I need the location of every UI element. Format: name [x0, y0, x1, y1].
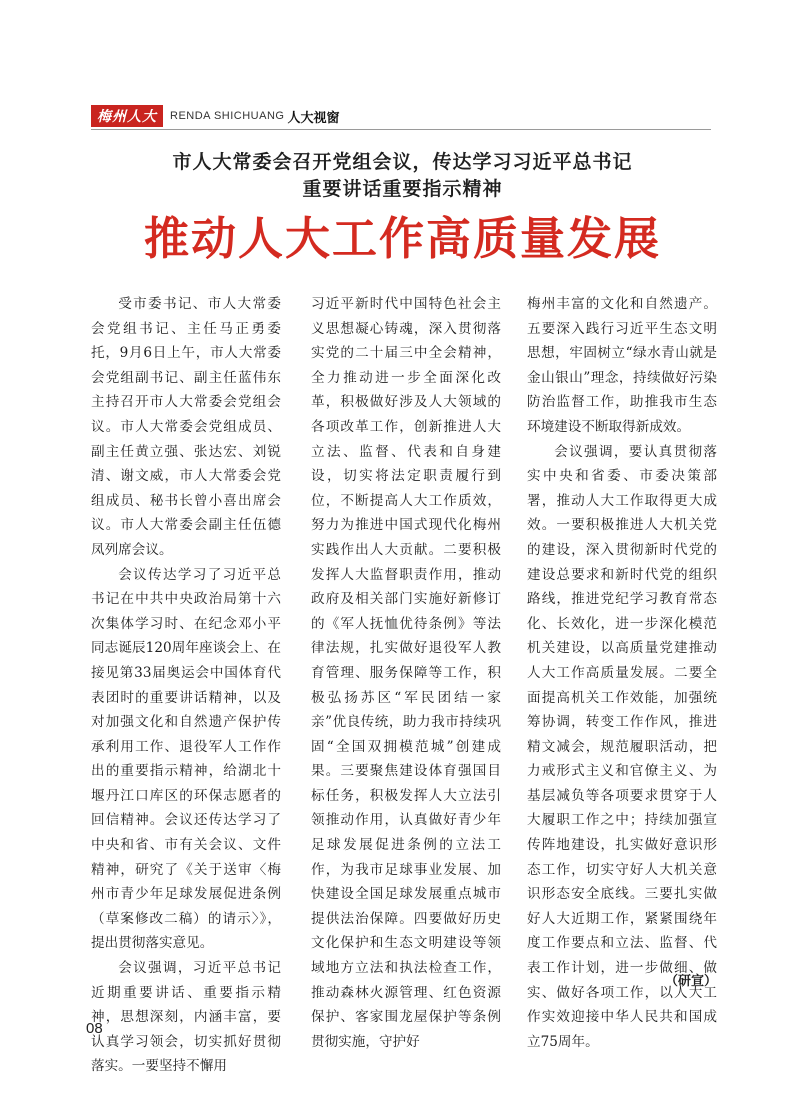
text-column-2: [311, 292, 501, 1054]
header-divider: [91, 129, 711, 130]
column-name: 人大视窗: [287, 110, 340, 126]
subtitle-line-1: 市人大常委会召开党组会议，传达学习习近平总书记: [172, 151, 633, 173]
paragraph: 会议强调，习近平总书记近期重要讲话、重要指示精神，思想深刻，内涵丰富，要认真学习领会，切实抓好贯彻落实。一要坚持不懈用: [91, 960, 281, 1075]
brand-logo: 梅州人大: [91, 105, 163, 127]
paragraph: 受市委书记、市人大常委会党组书记、主任马正勇委托，9月6日上午，市人大常委会党组副书记、副主任蓝伟东主持召开市人大常委会党组会议。市人大常委会党组成员、副主任黄立强、张达宏、刘锐清、谢文威，市人大常委会党组成员、秘书长曾小喜出席会议。市人大常委会副主任伍德凤列席会议。: [91, 296, 281, 558]
brand-english: RENDA SHICHUANG: [170, 110, 285, 122]
text-column-3: [527, 292, 717, 1054]
column-header: [91, 104, 339, 128]
subtitle-line-2: 重要讲话重要指示精神: [302, 178, 503, 200]
article-title: 推动人大工作高质量发展: [143, 212, 661, 265]
author-signature: （研宣）: [664, 974, 717, 989]
text-column-1: [91, 292, 281, 1079]
page-number: 08: [86, 1020, 103, 1037]
paragraph: 会议传达学习了习近平总书记在中共中央政治局第十六次集体学习时、在纪念邓小平同志诞辰120周年座谈会上、在接见第33届奥运会中国体育代表团时的重要讲话精神，以及对加强文化和自然遗产保护传承利用工作、退役军人工作作出的重要指示精神，给湖北十堰丹江口库区的环保志愿者的回信精神。会议还传达学习了中央和省、市有关会议、文件精神，研究了《关于送审〈梅州市青少年足球发展促进条例（草案修改二稿）的请示〉》，提出贯彻落实意见。: [91, 566, 281, 952]
paragraph: 梅州丰富的文化和自然遗产。五要深入践行习近平生态文明思想，牢固树立“绿水青山就是金山银山”理念，持续做好污染防治监督工作，助推我市生态环境建设不断取得新成效。: [527, 296, 717, 435]
paragraph: 习近平新时代中国特色社会主义思想凝心铸魂，深入贯彻落实党的二十届三中全会精神，全力推动进一步全面深化改革，积极做好涉及人大领域的各项改革工作，创新推进人大立法、监督、代表和自身建设，切实将法定职责履行到位，不断提高人大工作质效，努力为推进中国式现代化梅州实践作出人大贡献。二要积极发挥人大监督职责作用，推动政府及相关部门实施好新修订的《军人抚恤优待条例》等法律法规，扎实做好退役军人教育管理、服务保障等工作，积极弘扬苏区“军民团结一家亲”优良传统，助力我市持续巩固“全国双拥模范城”创建成果。三要聚焦建设体育强国目标任务，积极发挥人大立法引领推动作用，认真做好青少年足球发展促进条例的立法工作，为我市足球事业发展、加快建设全国足球发展重点城市提供法治保障。四要做好历史文化保护和生态文明建设等领域地方立法和执法检查工作，推动森林火源管理、红色资源保护、客家围龙屋保护等条例贯彻实施，守护好: [311, 296, 501, 1050]
paragraph: 会议强调，要认真贯彻落实中央和省委、市委决策部署，推动人大工作取得更大成效。一要积极推进人大机关党的建设，深入贯彻新时代党的建设总要求和新时代党的组织路线，推进党纪学习教育常态化、长效化，进一步深化模范机关建设，以高质量党建推动人大工作高质量发展。二要全面提高机关工作效能，加强统筹协调，转变工作作风，推进精文减会，规范履职活动，把力戒形式主义和官僚主义、为基层减负等各项要求贯穿于人大履职工作之中；持续加强宣传阵地建设，扎实做好意识形态工作，切实守好人大机关意识形态安全底线。三要扎实做好人大近期工作，紧紧围绕年度工作要点和立法、监督、代表工作计划，进一步做细、做实、做好各项工作，以人大工作实效迎接中华人民共和国成立75周年。: [527, 443, 717, 1050]
